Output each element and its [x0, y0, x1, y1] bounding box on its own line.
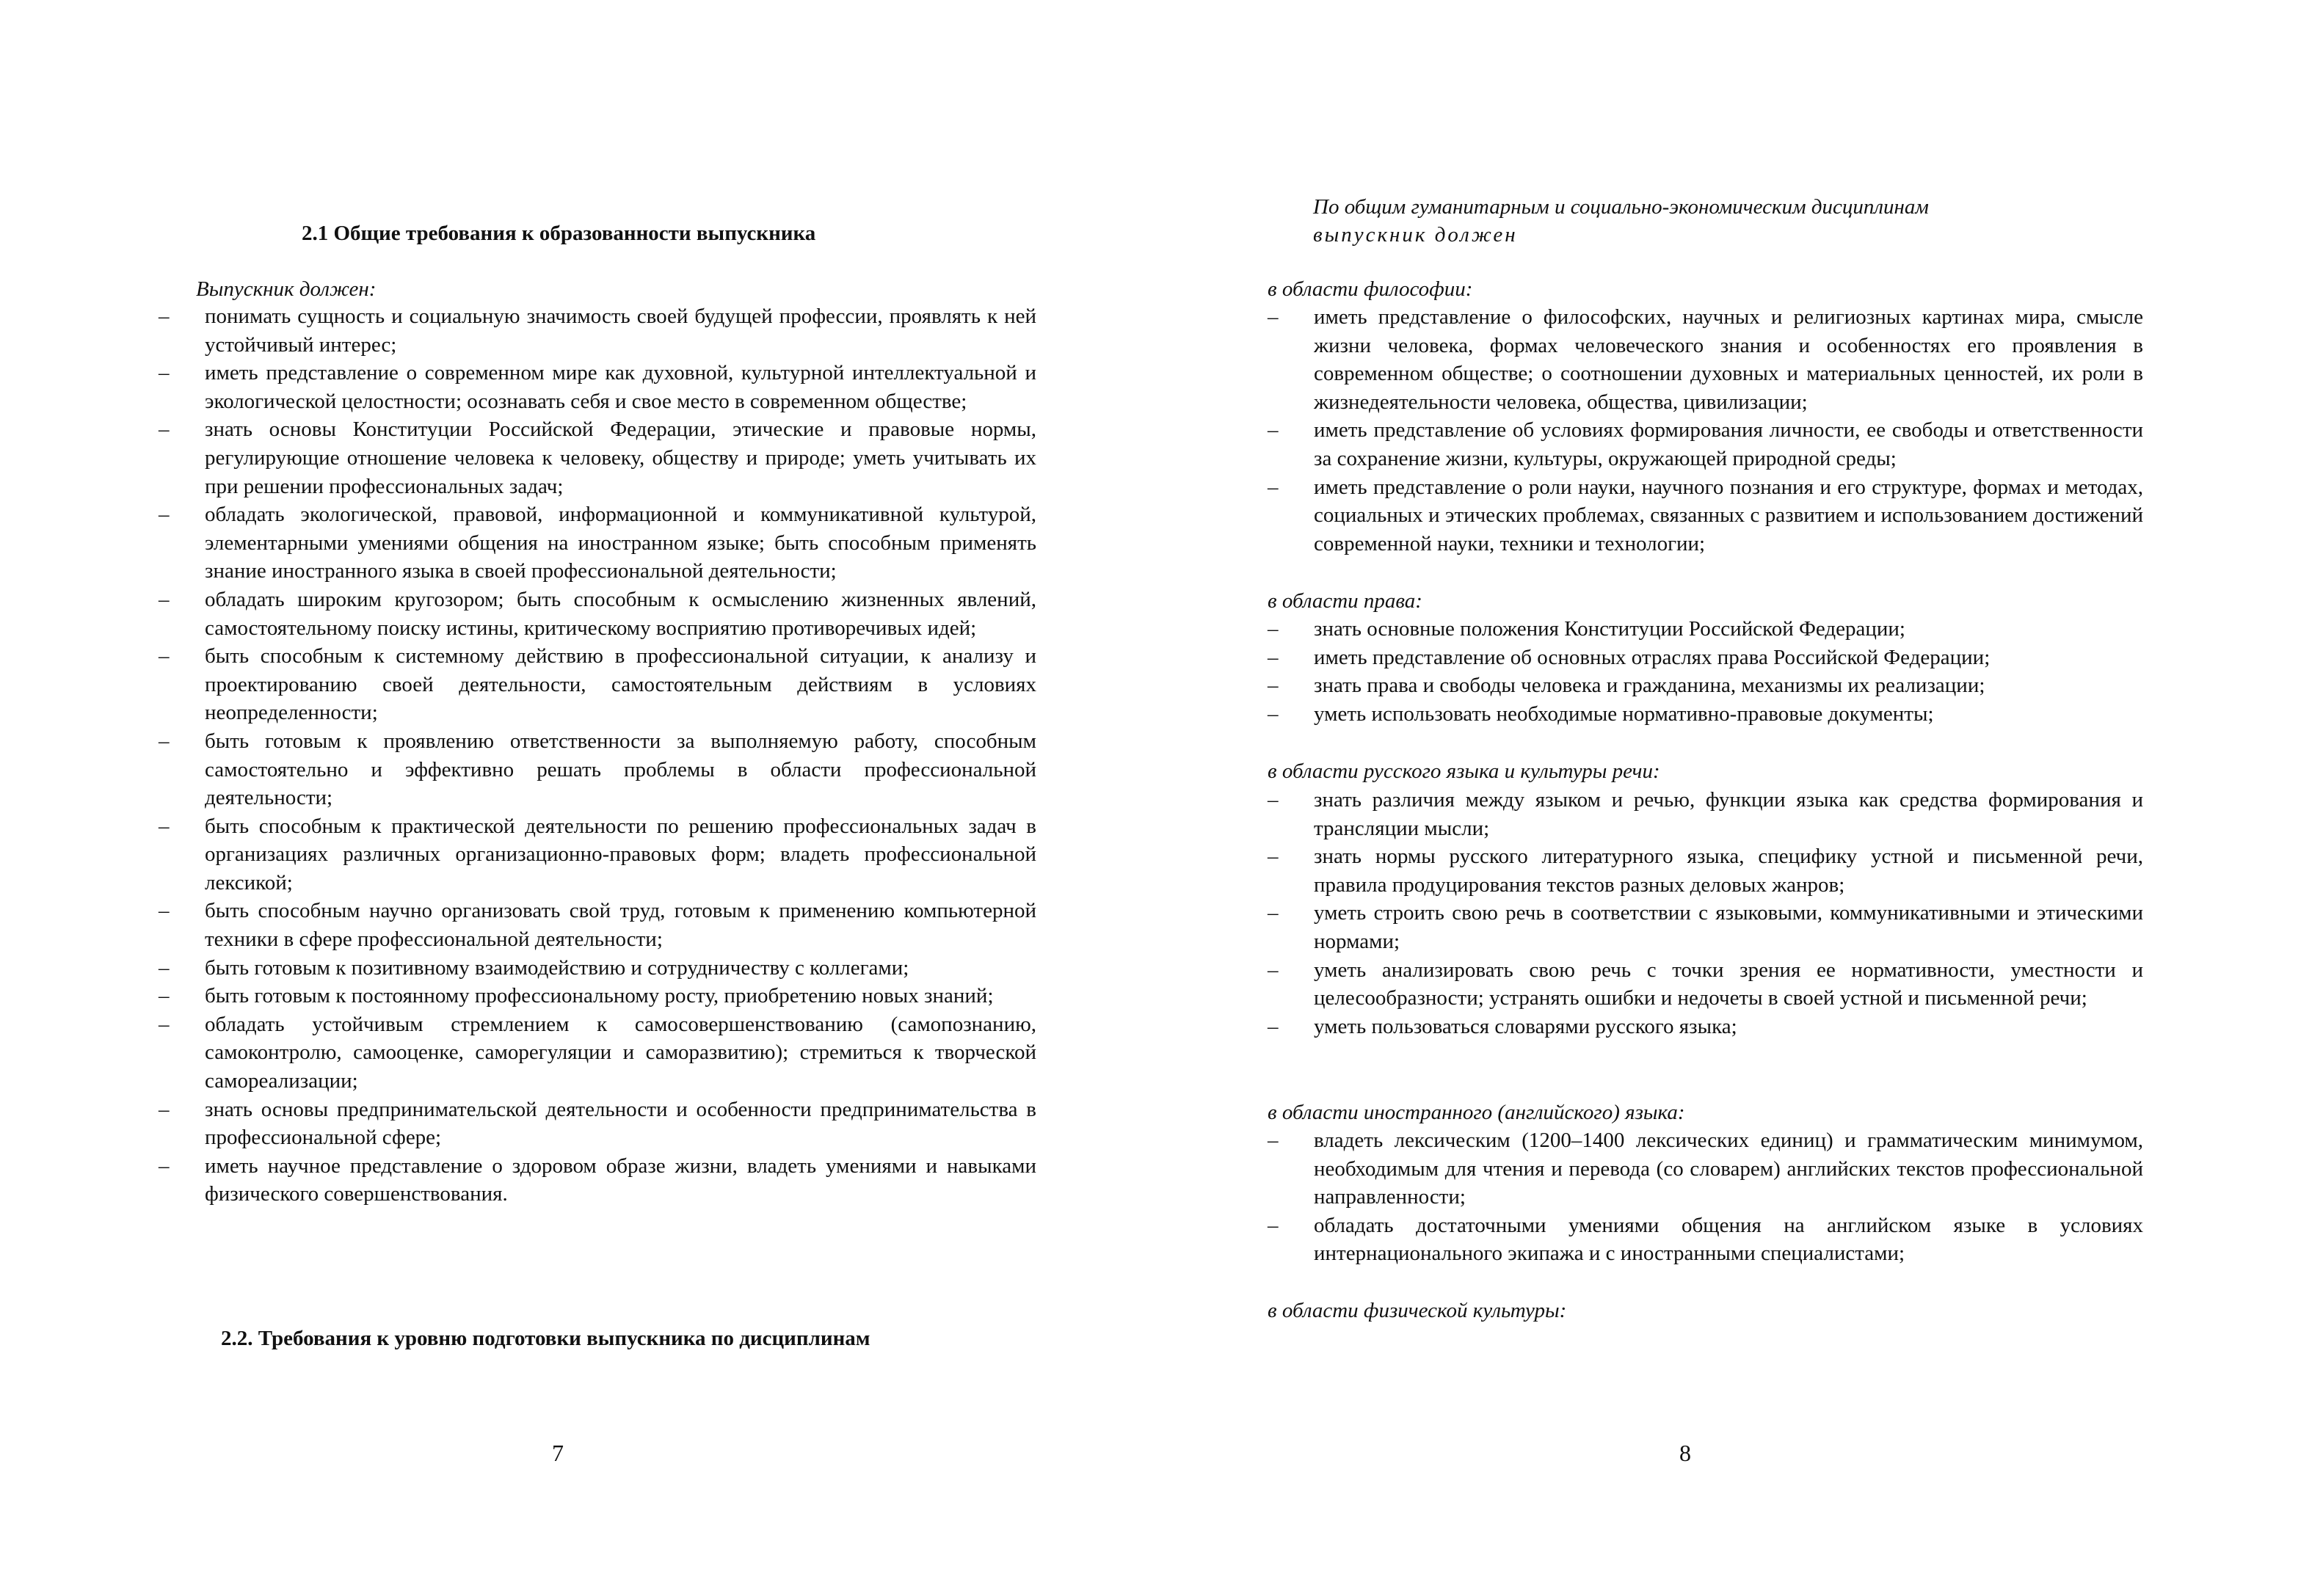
- section-title-physical-culture: в области физической культуры:: [1268, 1299, 1567, 1322]
- list-item: – быть готовым к проявлению ответственности за выполняемую работу, способным самостоятельно и эффективно решать проблемы в области профессиональной деятельности;: [159, 727, 1036, 812]
- list-item: – иметь представление о роли науки, научного познания и его структуре, формах и методах, социальных и этических проблемах, связанных с развитием и использованием достижений современной науки, техники и технологии;: [1268, 473, 2143, 558]
- list-item: – быть способным научно организовать свой труд, готовым к применению компьютерной техники в сфере профессиональной деятельности;: [159, 897, 1036, 953]
- law-list: [1268, 615, 2143, 728]
- disciplines-intro-line-2: выпускник должен: [1313, 223, 1518, 247]
- list-item: – знать нормы русского литературного языка, специфику устной и письменной речи, правила продуцирования текстов разных деловых жанров;: [1268, 842, 2143, 899]
- list-item: – уметь строить свою речь в соответствии с языковыми, коммуникативными и этическими нормами;: [1268, 899, 2143, 955]
- list-item: – владеть лексическим (1200–1400 лексических единиц) и грамматическим минимумом, необходимым для чтения и перевода (со словарем) английских текстов профессиональной направленности;: [1268, 1126, 2143, 1211]
- list-item: – иметь представление о философских, научных и религиозных картинах мира, смысле жизни человека, формах человеческого знания и особенностях его проявления в современном обществе; о соотношении духовных и материальных ценностей, их роли в жизнедеятельности человека, общества, цивилизации;: [1268, 303, 2143, 416]
- list-item: – иметь представление об основных отраслях права Российской Федерации;: [1268, 644, 2143, 672]
- list-item: – знать права и свободы человека и гражданина, механизмы их реализации;: [1268, 671, 2143, 700]
- list-item: – иметь представление о современном мире как духовной, культурной интеллектуальной и экологической целостности; осознавать себя и свое место в современном обществе;: [159, 359, 1036, 415]
- disciplines-intro-line-1: По общим гуманитарным и социально-экономическим дисциплинам: [1313, 195, 1929, 219]
- list-item: – быть способным к практической деятельности по решению профессиональных задач в организациях различных организационно-правовых форм; владеть профессиональной лексикой;: [159, 812, 1036, 897]
- list-item: – знать основы Конституции Российской Федерации, этические и правовые нормы, регулирующие отношение человека к человеку, обществу и природе; уметь учитывать их при решении профессиональных задач;: [159, 415, 1036, 500]
- list-item: – быть готовым к постоянному профессиональному росту, приобретению новых знаний;: [159, 982, 1036, 1010]
- list-item: – уметь пользоваться словарями русского языка;: [1268, 1013, 2143, 1041]
- list-item: – быть способным к системному действию в профессиональной ситуации, к анализу и проектированию своей деятельности, самостоятельным действиям в условиях неопределенности;: [159, 642, 1036, 727]
- section-heading-general-requirements: 2.1 Общие требования к образованности выпускника: [302, 222, 816, 245]
- section-title-foreign-language: в области иностранного (английского) языка:: [1268, 1101, 1685, 1124]
- list-item: – понимать сущность и социальную значимость своей будущей профессии, проявлять к ней устойчивый интерес;: [159, 302, 1036, 359]
- list-item: – знать основные положения Конституции Российской Федерации;: [1268, 615, 2143, 644]
- requirements-list: [159, 302, 1036, 1209]
- list-item: – обладать экологической, правовой, информационной и коммуникативной культурой, элементарными умениями общения на иностранном языке; быть способным применять знание иностранного языка в своей профессиональной деятельности;: [159, 500, 1036, 586]
- list-item: – уметь анализировать свою речь с точки зрения ее нормативности, уместности и целесообразности; устранять ошибки и недочеты в своей устной и письменной речи;: [1268, 956, 2143, 1013]
- list-item: – быть готовым к позитивному взаимодействию и сотрудничеству с коллегами;: [159, 954, 1036, 983]
- intro-text: Выпускник должен:: [196, 277, 377, 301]
- list-item: – знать основы предпринимательской деятельности и особенности предпринимательства в профессиональной сфере;: [159, 1096, 1036, 1152]
- section-title-law: в области права:: [1268, 589, 1422, 613]
- russian-language-list: [1268, 786, 2143, 1041]
- list-item: – знать различия между языком и речью, функции языка как средства формирования и трансляции мысли;: [1268, 786, 2143, 842]
- list-item: – обладать широким кругозором; быть способным к осмыслению жизненных явлений, самостоятельному поиску истины, критическому восприятию противоречивых идей;: [159, 586, 1036, 642]
- list-item: – уметь использовать необходимые нормативно-правовые документы;: [1268, 700, 2143, 729]
- page-number-left: 7: [552, 1440, 564, 1466]
- disciplines-intro: [1313, 193, 1929, 249]
- list-item: – иметь научное представление о здоровом образе жизни, владеть умениями и навыками физического совершенствования.: [159, 1152, 1036, 1209]
- list-item: – иметь представление об условиях формирования личности, ее свободы и ответственности за сохранение жизни, культуры, окружающей природной среды;: [1268, 416, 2143, 473]
- philosophy-list: [1268, 303, 2143, 558]
- foreign-language-list: [1268, 1126, 2143, 1268]
- subsection-heading-discipline-requirements: 2.2. Требования к уровню подготовки выпускника по дисциплинам: [221, 1327, 870, 1350]
- section-title-russian-language: в области русского языка и культуры речи:: [1268, 759, 1660, 783]
- list-item: – обладать достаточными умениями общения на английском языке в условиях интернационального экипажа и с иностранными специалистами;: [1268, 1211, 2143, 1268]
- page-number-right: 8: [1679, 1440, 1691, 1466]
- section-title-philosophy: в области философии:: [1268, 277, 1473, 301]
- right-page: [1156, 0, 2312, 1596]
- list-item: – обладать устойчивым стремлением к самосовершенствованию (самопознанию, самоконтролю, самооценке, саморегуляции и саморазвитию); стремиться к творческой самореализации;: [159, 1010, 1036, 1096]
